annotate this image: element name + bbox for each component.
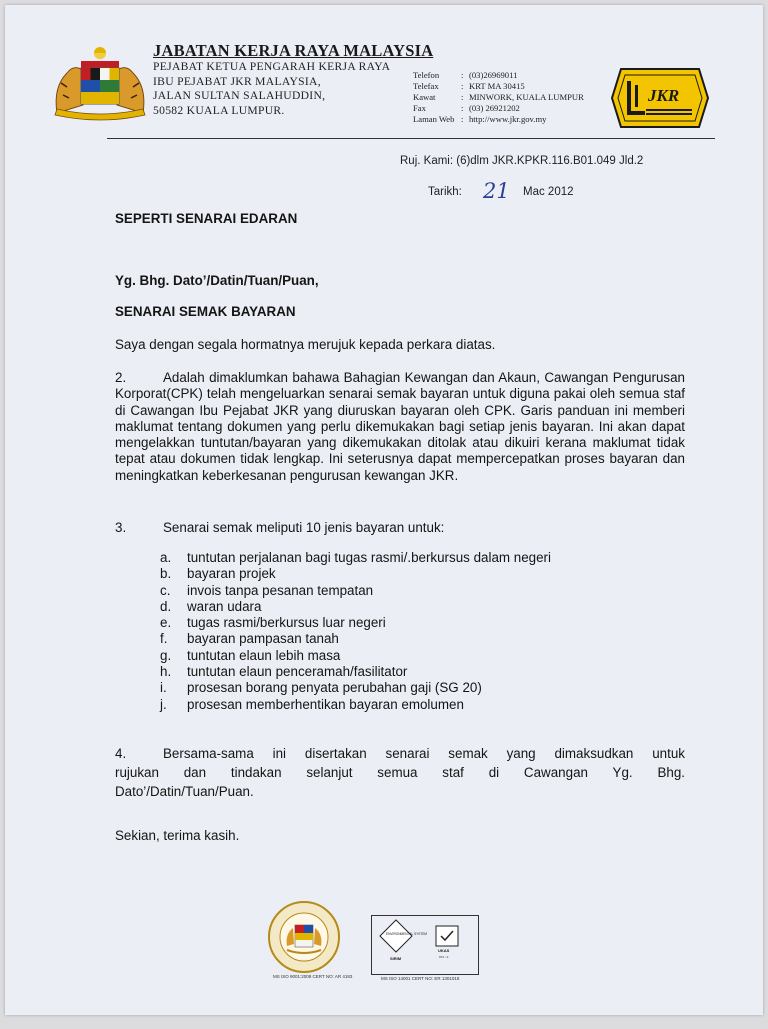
paragraph-text: Adalah dimaklumkan bahawa Bahagian Kewangan dan Akaun, Cawangan Pengurusan Korporat(CPK) telah mengeluarkan senarai semak bayaran untuk diguna pakai oleh semua staf di Cawangan Ibu Pejabat JKR yang diuruskan bayaran oleh CPK. Garis panduan ini memberi maklumat tentang dokumen yang perlu dikemukakan bagi setiap jenis bayaran. Ini akan dapat mengelakkan tuntutan/bayaran yang dikemukakan ditolak atau dikuiri kerana maklumat tidak tepat atau dokumen tidak lengkap. Ini seterusnya dapat mempercepatkan proses bayaran dan meningkatkan keberkesanan pengurusan kewangan JKR.	[115, 370, 685, 483]
subject-line: SENARAI SEMAK BAYARAN	[115, 304, 296, 319]
list-item: g. tuntutan elaun lebih masa	[160, 647, 341, 663]
jkr-logo-text: JKR	[648, 86, 680, 105]
date-label: Tarikh:	[428, 186, 462, 198]
quality-seal-icon	[267, 900, 341, 974]
list-item: c. invois tanpa pesanan tempatan	[160, 582, 374, 598]
paragraph-number: 3.	[115, 520, 127, 535]
date-day-handwritten: 21	[483, 179, 510, 203]
contact-row-fax: Fax : (03) 26921202	[413, 103, 520, 113]
reference-number: Ruj. Kami: (6)dlm JKR.KPKR.116.B01.049 Jld.2	[400, 155, 644, 167]
list-item: j. prosesan memberhentikan bayaran emolumen	[160, 696, 464, 712]
list-item: f. bayaran pampasan tanah	[160, 631, 339, 647]
cert-caption: MS ISO 14001 CERT NO: ER 1301018	[381, 976, 460, 981]
contact-row-telefax: Telefax : KRT MA 30415	[413, 81, 525, 91]
seal-caption: MS ISO 9001:2008 CERT NO: AR 4183	[273, 974, 353, 979]
paragraph-number: 2.	[115, 370, 127, 385]
address-line: IBU PEJABAT JKR MALAYSIA,	[153, 74, 321, 88]
salutation: Yg. Bhg. Dato’/Datin/Tuan/Puan,	[115, 273, 319, 288]
coat-of-arms-icon	[45, 43, 155, 123]
letter-page	[5, 5, 763, 1015]
list-item: d. waran udara	[160, 598, 262, 614]
cert-label-sirim: SIRIM	[390, 956, 402, 961]
list-item: i. prosesan borang penyata perubahan gaji (SG 20)	[160, 680, 482, 696]
paragraph-number: 4.	[115, 746, 127, 761]
address-line: PEJABAT KETUA PENGARAH KERJA RAYA	[153, 60, 391, 73]
cert-label-environmental: ENVIRONMENTAL SYSTEM	[386, 932, 428, 936]
intro-paragraph: Saya dengan segala hormatnya merujuk kepada perkara diatas.	[115, 337, 496, 352]
contact-row-telefon: Telefon : (03)26969011	[413, 70, 518, 80]
list-item: e. tugas rasmi/berkursus luar negeri	[160, 615, 386, 631]
cert-label-number: 074 - 0	[439, 955, 449, 959]
paragraph-text: Senarai semak meliputi 10 jenis bayaran untuk:	[163, 520, 445, 535]
list-item: b. bayaran projek	[160, 566, 276, 582]
list-item: a. tuntutan perjalanan bagi tugas rasmi/.berkursus dalam negeri	[160, 550, 551, 565]
contact-block	[413, 70, 584, 125]
paragraph-4: 4. Bersama-sama ini disertakan senarai semak yang dimaksudkan untuk rujukan dan tindakan selanjut semua staf di Cawangan Yg. Bhg. Dato’/Datin/Tuan/Puan.	[115, 746, 685, 799]
jkr-logo-icon	[611, 67, 709, 129]
address-block	[153, 60, 390, 118]
paragraph-2	[115, 370, 685, 484]
contact-row-website: Laman Web : http://www.jkr.gov.my	[413, 114, 547, 124]
contact-row-kawat: Kawat : MINWORK, KUALA LUMPUR	[413, 92, 584, 102]
paragraph-3	[115, 520, 685, 536]
organization-name: JABATAN KERJA RAYA MALAYSIA	[153, 41, 434, 60]
closing-line: Sekian, terima kasih.	[115, 828, 240, 843]
recipient-line: SEPERTI SENARAI EDARAN	[115, 211, 298, 226]
list-item: h. tuntutan elaun penceramah/fasilitator	[160, 664, 408, 680]
payment-type-list	[160, 550, 551, 713]
cert-label-ukas: UKAS	[438, 948, 450, 953]
address-line: JALAN SULTAN SALAHUDDIN,	[153, 89, 326, 103]
address-line: 50582 KUALA LUMPUR.	[153, 103, 285, 117]
certification-box	[371, 915, 479, 975]
date-month-year: Mac 2012	[523, 186, 574, 198]
letterhead-divider	[107, 138, 715, 139]
